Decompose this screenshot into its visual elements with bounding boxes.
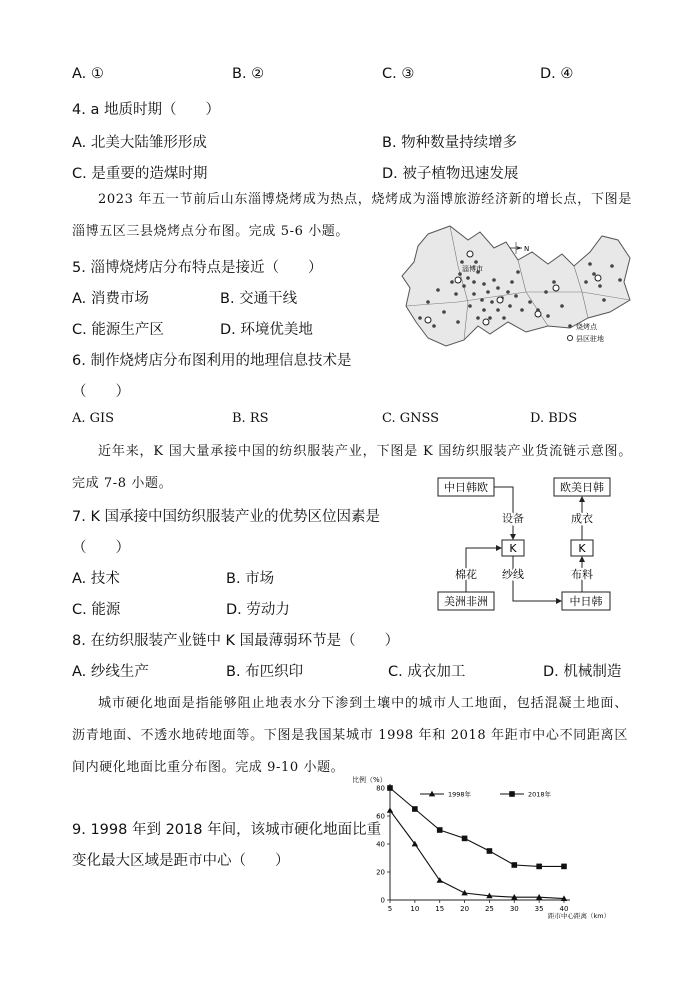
label-equipment: 设备 [502, 512, 524, 525]
data-point-1 [462, 836, 468, 842]
q8-option-b: B. 布匹织印 [226, 664, 304, 680]
x-tick-label: 15 [435, 905, 445, 913]
q8-option-d: D. 机械制造 [543, 664, 622, 680]
q4-option-d: D. 被子植物迅速发展 [382, 166, 519, 182]
q8-option-a: A. 纱线生产 [72, 664, 149, 680]
x-tick-label: 35 [534, 905, 544, 913]
data-point-1 [536, 864, 542, 870]
box-k-left-label: K [509, 542, 517, 555]
x-tick-label: 20 [460, 905, 470, 913]
q4-option-a: A. 北美大陆雏形形成 [72, 135, 207, 151]
chart-xlabel: 距市中心距离（km） [548, 912, 611, 920]
q7-stem: 7. K 国承接中国纺织服装产业的优势区位因素是 [72, 509, 381, 525]
q6-option-a: A. GIS [72, 411, 115, 426]
y-tick-label: 0 [380, 896, 385, 905]
q7-option-d: D. 劳动力 [226, 602, 290, 618]
q4-option-c: C. 是重要的造煤时期 [72, 166, 208, 182]
label-garment: 成衣 [571, 512, 593, 525]
zibo-bbq-map [398, 222, 634, 352]
box-k-right-label: K [578, 542, 586, 555]
label-cotton: 棉花 [455, 568, 477, 581]
x-tick-label: 40 [559, 905, 569, 913]
x-tick-label: 25 [484, 905, 494, 913]
box-mei-zhou-fei-zhou-label: 美洲非洲 [444, 595, 488, 608]
data-point-0 [387, 807, 393, 813]
data-point-1 [511, 862, 517, 868]
box-ou-mei-ri-han-label: 欧美日韩 [560, 481, 604, 494]
q7-paren: （ ） [72, 540, 130, 556]
q8-stem: 8. 在纺织服装产业链中 K 国最薄弱环节是（ ） [72, 633, 400, 649]
q5-stem: 5. 淄博烧烤店分布特点是接近（ ） [72, 260, 323, 276]
legend-bbq: 烧烤点 [576, 323, 597, 331]
data-point-1 [387, 785, 393, 791]
q9-stem-line1: 9. 1998 年到 2018 年间，该城市硬化地面比重 [72, 822, 382, 838]
data-point-1 [437, 827, 443, 833]
q6-paren: （ ） [72, 384, 130, 400]
passage-k-country: 近年来，K 国大量承接中国的纺织服装产业，下图是 K 国纺织服装产业货流链示意图。完成 7-8 小题。 [72, 444, 632, 491]
legend-label-1: 2018年 [528, 790, 552, 799]
q5-option-b: B. 交通干线 [220, 291, 298, 307]
legend-county: 县区驻地 [576, 335, 604, 343]
q6-option-d: D. BDS [530, 411, 578, 426]
q5-option-d: D. 环境优美地 [220, 322, 313, 338]
passage-zibo-bbq: 2023 年五一节前后山东淄博烧烤成为热点，烧烤成为淄博旅游经济新的增长点，下图是淄博五区三县烧烤点分布图。完成 5-6 小题。 [72, 192, 632, 239]
q3-option-d: D. ④ [540, 66, 574, 82]
legend-marker-1 [509, 791, 515, 797]
q3-option-c: C. ③ [382, 66, 415, 82]
q4-option-b: B. 物种数量持续增多 [382, 135, 518, 151]
q3-option-b: B. ② [232, 66, 265, 82]
q3-option-a: A. ① [72, 66, 104, 82]
svg-text:N: N [524, 245, 530, 253]
hardened-ground-chart [352, 770, 642, 920]
legend-dot-icon [568, 324, 572, 328]
q6-option-c: C. GNSS [382, 411, 440, 426]
data-point-1 [561, 864, 567, 870]
legend-label-0: 1998年 [448, 790, 472, 799]
q7-option-c: C. 能源 [72, 602, 121, 618]
y-tick-label: 80 [376, 784, 385, 793]
q6-option-b: B. RS [232, 411, 269, 426]
q6-stem: 6. 制作烧烤店分布图利用的地理信息技术是 [72, 353, 352, 369]
x-tick-label: 30 [509, 905, 519, 913]
label-yarn: 纱线 [502, 568, 524, 581]
legend-circle-icon [567, 335, 572, 340]
series-line-0 [390, 810, 564, 898]
map-city-label: 淄博市 [462, 265, 483, 273]
q7-option-b: B. 市场 [226, 571, 275, 587]
q9-stem-line2: 变化最大区域是距市中心（ ） [72, 853, 290, 869]
q5-option-a: A. 消费市场 [72, 291, 149, 307]
box-zh-ri-han-label: 中日韩 [569, 595, 603, 608]
data-point-1 [487, 848, 493, 854]
series-line-1 [390, 788, 564, 866]
chart-ylabel: 比例（%） [352, 776, 387, 784]
y-tick-label: 40 [376, 840, 385, 849]
q7-option-a: A. 技术 [72, 571, 120, 587]
passage-hardened-ground-text: 城市硬化地面是指能够阻止地表水分下渗到土壤中的城市人工地面，包括混凝土地面、沥青地面、不透水地砖地面等。下图是我国某城市 1998 年和 2018 年距市中心不同距离区间内硬化地面比重分布图。完成 9-10 小题。 [72, 696, 628, 775]
x-tick-label: 10 [410, 905, 420, 913]
x-tick-label: 5 [387, 905, 393, 913]
q8-option-c: C. 成衣加工 [388, 664, 466, 680]
y-tick-label: 20 [376, 868, 385, 877]
y-tick-label: 60 [376, 812, 385, 821]
data-point-0 [461, 890, 467, 896]
data-point-1 [412, 806, 418, 812]
q5-option-c: C. 能源生产区 [72, 322, 164, 338]
q4-stem: 4. a 地质时期（ ） [72, 102, 220, 118]
k-supply-chain-diagram [430, 470, 620, 612]
box-zh-ri-han-ou-label: 中日韩欧 [444, 481, 488, 494]
label-fabric: 布料 [571, 568, 593, 581]
